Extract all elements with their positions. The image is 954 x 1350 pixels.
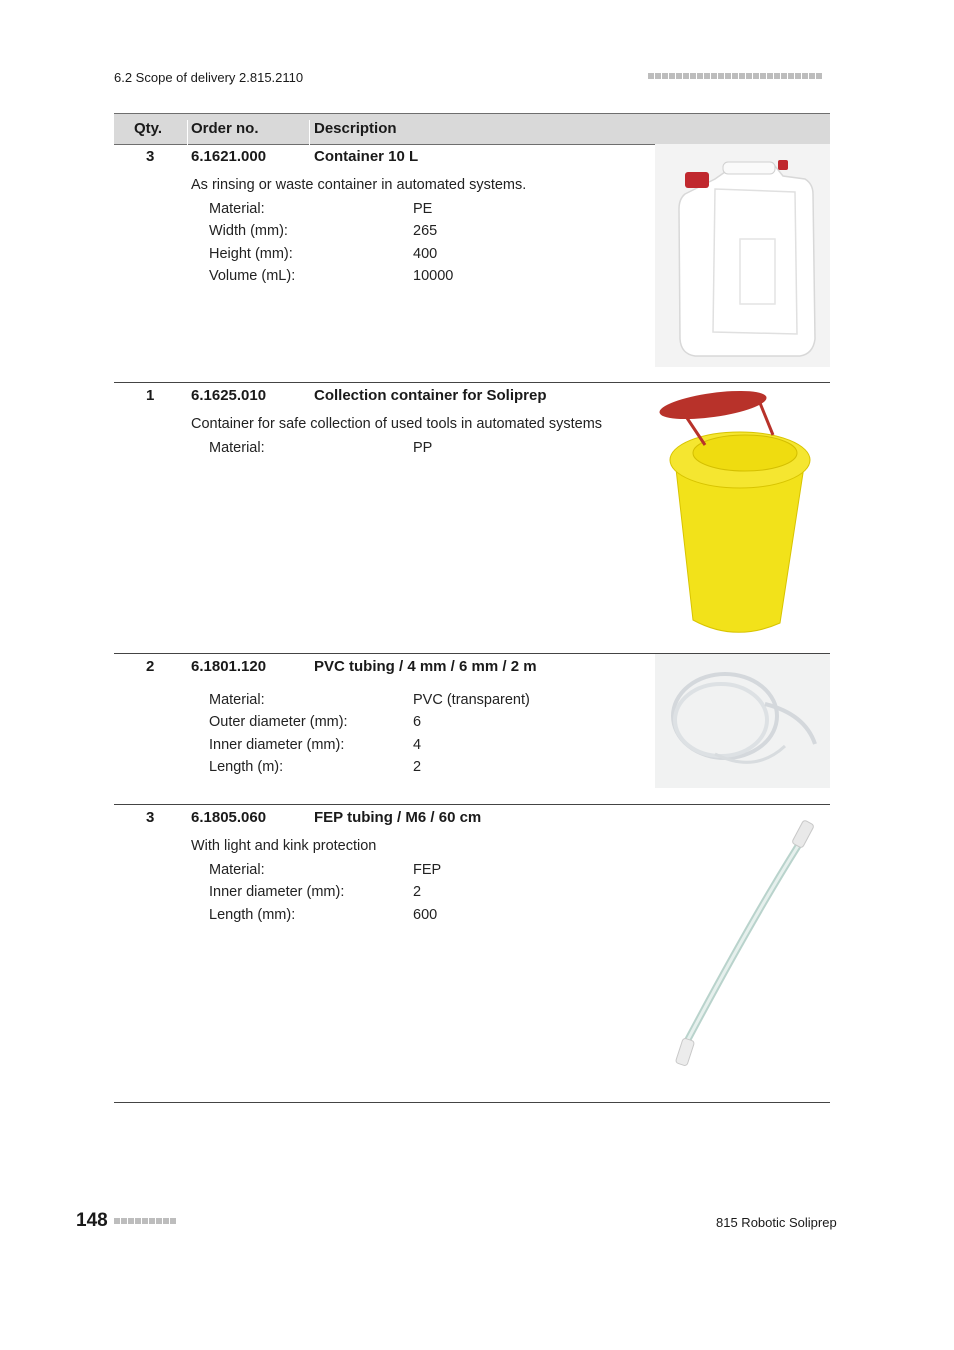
row-title: PVC tubing / 4 mm / 6 mm / 2 m <box>314 658 537 675</box>
row-qty: 2 <box>146 658 155 675</box>
spec-label: Outer diameter (mm): <box>209 714 348 730</box>
collection-container-image <box>655 385 830 640</box>
spec-value: 10000 <box>413 268 454 284</box>
spec-value: PVC (transparent) <box>413 692 530 708</box>
page-number: 148 <box>76 1210 108 1231</box>
table-row <box>114 654 830 804</box>
spec-label: Material: <box>209 440 265 456</box>
spec-value: 400 <box>413 246 438 262</box>
spec-label: Material: <box>209 201 265 217</box>
row-description: Container for safe collection of used tools in automated systems <box>191 416 603 432</box>
row-order-number: 6.1625.010 <box>191 387 267 404</box>
jerrycan-image <box>655 144 830 367</box>
spec-label: Length (m): <box>209 759 284 775</box>
row-description: With light and kink protection <box>191 838 377 854</box>
table-header <box>114 113 830 145</box>
spec-value: 2 <box>413 884 422 900</box>
column-header-qty: Qty. <box>134 120 163 137</box>
spec-value: 2 <box>413 759 422 775</box>
product-name: 815 Robotic Soliprep <box>716 1215 837 1230</box>
spec-label: Length (mm): <box>209 907 296 923</box>
row-qty: 1 <box>146 387 155 404</box>
spec-value: 600 <box>413 907 438 923</box>
row-title: Collection container for Soliprep <box>314 387 547 404</box>
row-order-number: 6.1805.060 <box>191 809 267 826</box>
pvc-tubing-image <box>655 654 830 788</box>
row-qty: 3 <box>146 809 155 826</box>
column-header-description: Description <box>314 120 397 137</box>
table-row <box>114 805 830 1102</box>
spec-value: 6 <box>413 714 422 730</box>
row-order-number: 6.1621.000 <box>191 148 267 165</box>
row-order-number: 6.1801.120 <box>191 658 267 675</box>
spec-value: PE <box>413 201 433 217</box>
spec-value: 4 <box>413 737 422 753</box>
spec-value: PP <box>413 440 433 456</box>
spec-label: Material: <box>209 692 265 708</box>
spec-label: Volume (mL): <box>209 268 296 284</box>
footer-decoration <box>114 1218 176 1224</box>
spec-label: Height (mm): <box>209 246 293 262</box>
table-row <box>114 383 830 653</box>
spec-label: Material: <box>209 862 265 878</box>
spec-label: Width (mm): <box>209 223 288 239</box>
running-header: 6.2 Scope of delivery 2.815.2110 <box>114 70 304 85</box>
spec-value: FEP <box>413 862 442 878</box>
row-title: Container 10 L <box>314 148 419 165</box>
row-description: As rinsing or waste container in automated systems. <box>191 177 527 193</box>
row-title: FEP tubing / M6 / 60 cm <box>314 809 482 826</box>
header-decoration <box>648 73 822 79</box>
row-qty: 3 <box>146 148 155 165</box>
delivery-table <box>114 113 830 923</box>
spec-label: Inner diameter (mm): <box>209 884 345 900</box>
spec-label: Inner diameter (mm): <box>209 737 345 753</box>
spec-value: 265 <box>413 223 438 239</box>
column-header-order: Order no. <box>191 120 259 137</box>
table-row <box>114 144 830 382</box>
fep-tubing-image <box>655 813 830 1075</box>
